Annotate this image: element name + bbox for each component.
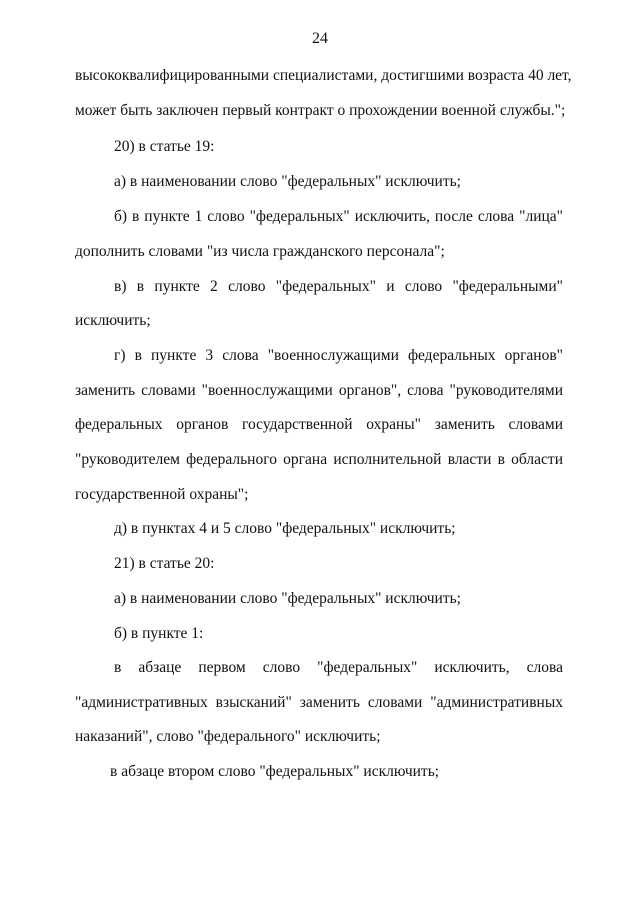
text-line: б) в пункте 1 слово "федеральных" исключить, после слова "лица" [114,208,563,225]
text-line: б) в пункте 1: [114,625,204,642]
text-line: федеральных органов государственной охраны" заменить словами [75,416,563,433]
text-line: г) в пункте 3 слова "военнослужащими федеральных органов" [114,347,563,364]
text-line: "административных взысканий" заменить словами "административных [75,694,563,711]
text-line: а) в наименовании слово "федеральных" исключить; [114,590,461,607]
text-line: в) в пункте 2 слово "федеральных" и слово "федеральными" [114,278,563,295]
text-line: дополнить словами "из числа гражданского персонала"; [75,243,445,260]
text-line: в абзаце втором слово "федеральных" исключить; [110,763,440,780]
text-line: заменить словами "военнослужащими органов", слова "руководителями [75,382,563,399]
text-line: может быть заключен первый контракт о прохождении военной службы."; [75,102,566,119]
text-line: в абзаце первом слово "федеральных" исключить, слова [114,659,563,676]
item-heading: 20) в статье 19: [114,138,215,155]
text-line: исключить; [75,312,151,329]
item-heading: 21) в статье 20: [114,555,215,572]
text-line: д) в пунктах 4 и 5 слово "федеральных" исключить; [114,520,456,537]
page-number: 24 [312,30,328,47]
text-line: государственной охраны"; [75,486,249,503]
text-line: "руководителем федерального органа исполнительной власти в области [75,451,563,468]
text-line: высококвалифицированными специалистами, достигшими возраста 40 лет, [75,67,572,84]
text-line: а) в наименовании слово "федеральных" исключить; [114,173,461,190]
text-line: наказаний", слово "федерального" исключить; [75,728,381,745]
